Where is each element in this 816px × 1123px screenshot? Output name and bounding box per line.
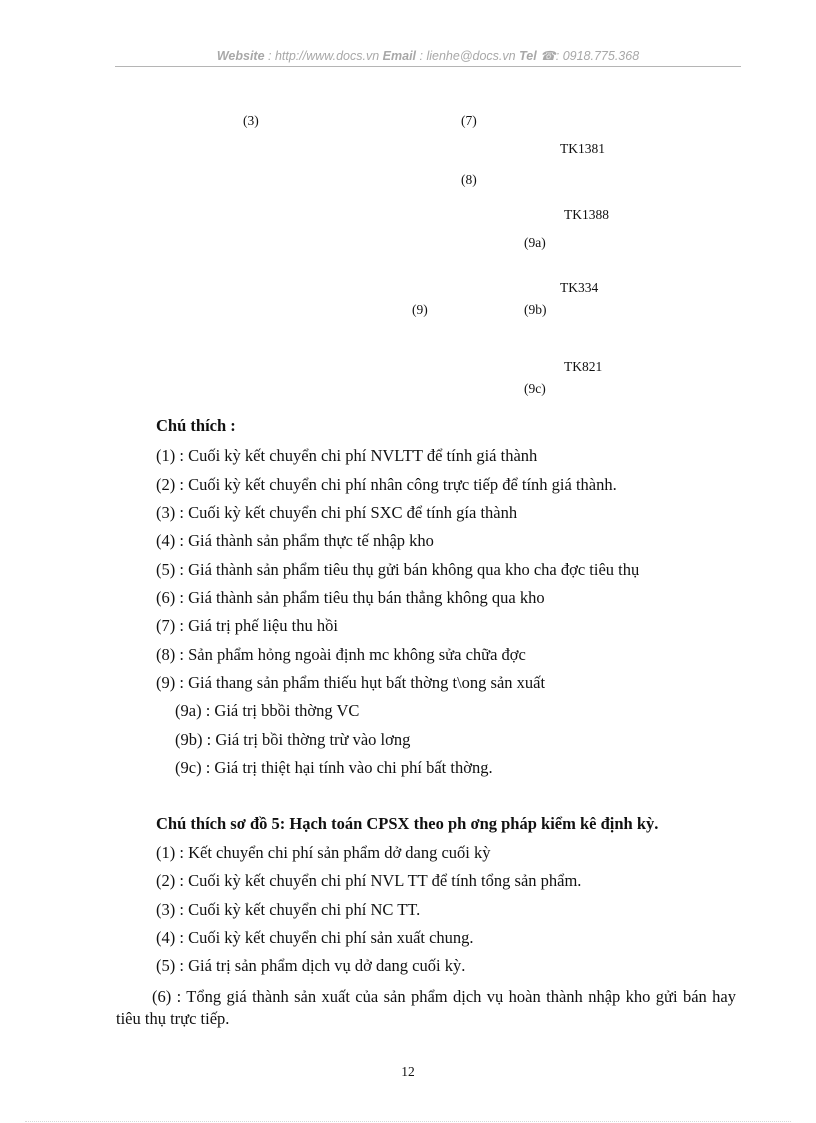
website-value: : http://www.docs.vn [268, 49, 380, 63]
note-item: (8) : Sản phẩm hỏng ngoài định mc không sửa chữa đợc [156, 645, 526, 664]
note-item: (5) : Giá trị sản phẩm dịch vụ dở dang cuối kỳ. [156, 956, 466, 975]
tel-value: : 0918.775.368 [555, 49, 640, 63]
phone-icon: ☎ [540, 49, 556, 63]
diagram5-notes-title: Chú thích sơ đồ 5: Hạch toán CPSX theo ph ơng pháp kiểm kê định kỳ. [156, 814, 659, 833]
diagram-account-label: TK1381 [560, 141, 605, 156]
website-label: Website [216, 49, 265, 63]
diagram-label: (9c) [524, 381, 546, 396]
email-label: Email [382, 49, 417, 63]
diagram-label: (8) [461, 172, 477, 187]
email-value: : lienhe@docs.vn [419, 49, 516, 63]
diagram-account-label: TK1388 [564, 207, 609, 222]
header-divider [115, 66, 741, 67]
note-item: (3) : Cuối kỳ kết chuyển chi phí SXC để tính gía thành [156, 503, 518, 522]
diagram-label: (9) [412, 302, 428, 317]
diagram-account-label: TK334 [560, 280, 599, 295]
notes-title: Chú thích : [156, 416, 236, 435]
page-header [115, 48, 741, 63]
page-number: 12 [401, 1064, 415, 1079]
diagram-label: (3) [243, 113, 259, 128]
note-item: (4) : Cuối kỳ kết chuyển chi phí sản xuất chung. [156, 928, 474, 947]
note-item: (1) : Cuối kỳ kết chuyển chi phí NVLTT để tính giá thành [156, 446, 538, 465]
diagram-label: (9b) [524, 302, 547, 317]
tel-label: Tel [519, 49, 537, 63]
note-item: (7) : Giá trị phế liệu thu hồi [156, 616, 338, 635]
note-item: (6) : Giá thành sản phẩm tiêu thụ bán thẳng không qua kho [156, 588, 545, 607]
note-paragraph: (6) : Tổng giá thành sản xuất của sản phẩm dịch vụ hoàn thành nhập kho gửi bán hay tiêu thụ trực tiếp. [116, 987, 736, 1028]
note-subitem: (9c) : Giá trị thiệt hại tính vào chi phí bất thờng. [175, 758, 493, 777]
diagram-label: (9a) [524, 235, 546, 250]
diagram-label: (7) [461, 113, 477, 128]
footer-divider [25, 1121, 791, 1122]
note-item: (2) : Cuối kỳ kết chuyển chi phí nhân công trực tiếp để tính giá thành. [156, 475, 617, 494]
diagram-account-label: TK821 [564, 359, 603, 374]
note-item: (9) : Giá thang sản phẩm thiếu hụt bất thờng t\ong sản xuất [156, 673, 546, 692]
note-item: (4) : Giá thành sản phẩm thực tế nhập kho [156, 531, 434, 550]
note-subitem: (9a) : Giá trị bbồi thờng VC [175, 701, 360, 720]
note-item: (5) : Giá thành sản phẩm tiêu thụ gửi bán không qua kho cha đợc tiêu thụ [156, 560, 640, 579]
note-subitem: (9b) : Giá trị bồi thờng trừ vào lơng [175, 730, 411, 749]
note-item: (1) : Kết chuyển chi phí sản phẩm dở dang cuối kỳ [156, 843, 491, 862]
note-item: (2) : Cuối kỳ kết chuyển chi phí NVL TT để tính tổng sản phẩm. [156, 871, 582, 890]
note-item: (3) : Cuối kỳ kết chuyển chi phí NC TT. [156, 900, 421, 919]
